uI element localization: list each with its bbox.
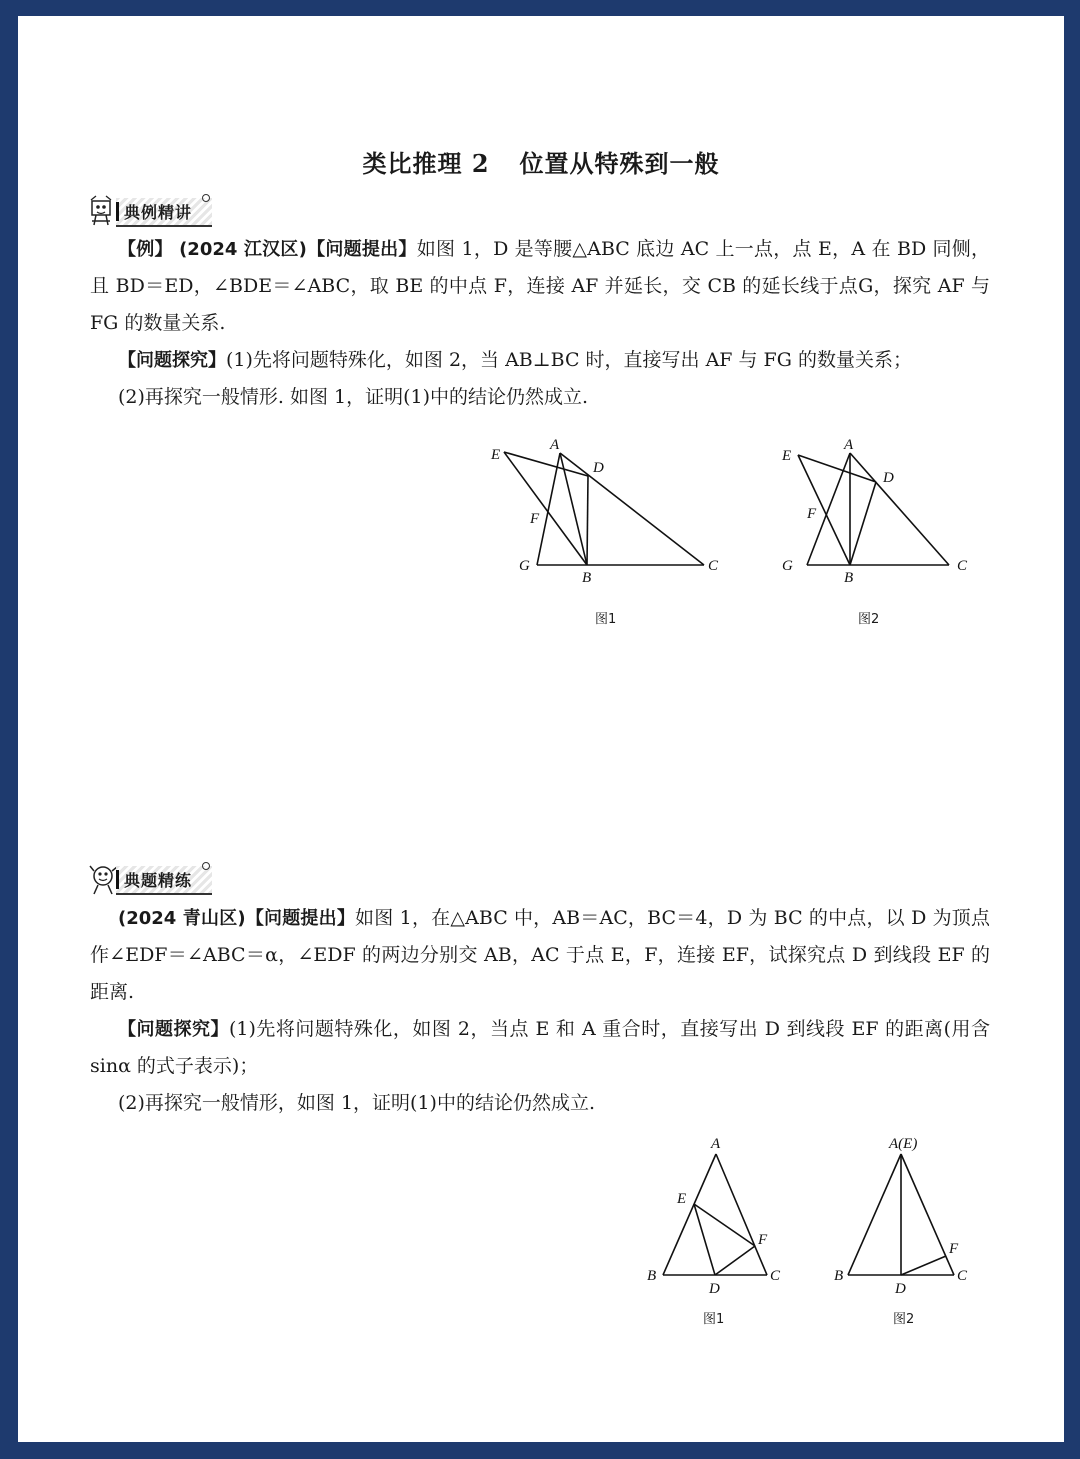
fig2-label-d: D [883,470,894,486]
practice-source: (2024 青山区) [118,908,246,929]
p1-label-b: B [647,1268,657,1284]
practice-figure-1-diagram [643,1136,813,1296]
p2-label-b: B [834,1268,844,1284]
example-label: 【例】 [118,239,173,260]
p2-label-ae: A(E) [889,1136,918,1152]
fig2-label-b: B [844,570,854,586]
example-figure-2-diagram [778,436,998,596]
explore-label: 【问题探究】 [118,350,226,371]
p2-caption: 图2 [893,1312,915,1327]
fig1-label-b: B [582,570,592,586]
fig2-label-e: E [782,448,792,464]
practice-figure-2 [833,1136,1003,1327]
fig2-label-c: C [957,558,968,574]
title-part1: 类比推理 2 [362,149,490,178]
practice-problem-label: 【问题提出】 [245,908,356,929]
fig2-label-f: F [807,506,817,522]
p2-label-c: C [957,1268,968,1284]
document-page [18,16,1064,1442]
explore-text-2: (2)再探究一般情形. 如图 1，证明(1)中的结论仍然成立. [118,386,589,408]
example-figure-1 [488,436,738,627]
practice-figure-2-diagram [833,1136,1003,1296]
p1-label-e: E [677,1191,687,1207]
section-tag-practice [88,864,212,896]
fig2-label-a: A [844,437,854,453]
section-tag-label: 典题精练 [116,866,212,895]
section-tag-label: 典例精讲 [116,198,212,227]
p1-caption: 图1 [703,1312,725,1327]
fig1-caption: 图1 [595,612,617,627]
problem-label: 【问题提出】 [306,239,417,260]
example-figure-1-diagram [488,436,738,596]
practice-explore-label: 【问题探究】 [118,1019,229,1040]
section-tag-example [88,196,212,228]
title-part2: 位置从特殊到一般 [519,149,720,178]
fig2-label-g: G [782,558,793,574]
p2-label-f: F [949,1241,959,1257]
p1-label-d: D [709,1281,720,1297]
example-source: (2024 江汉区) [179,239,307,260]
p1-label-c: C [770,1268,781,1284]
practice-explore-text-1: (1)先将问题特殊化，如图 2，当点 E 和 A 重合时，直接写出 D 到线段 EF 的距离(用含 sinα 的式子表示)； [90,1018,990,1077]
example-figure-2 [778,436,998,627]
p1-label-f: F [758,1232,768,1248]
fig1-label-a: A [550,437,560,453]
practice-problem [90,900,990,1122]
fig1-label-g: G [519,558,530,574]
page-title [18,144,1064,179]
p2-label-d: D [895,1281,906,1297]
example-problem [90,231,990,416]
practice-figure-1 [643,1136,813,1327]
fig1-label-d: D [593,460,604,476]
fig1-label-e: E [491,447,501,463]
fig1-label-c: C [708,558,719,574]
problem-text: 如图 1，D 是等腰△ABC 底边 AC 上一点，点 E，A 在 BD 同侧，且 BD＝ED，∠BDE＝∠ABC，取 BE 的中点 F，连接 AF 并延长，交 CB 的延长线于点G，探究 AF 与 FG 的数量关系. [90,238,990,334]
fig1-label-f: F [530,511,540,527]
practice-explore-text-2: (2)再探究一般情形，如图 1，证明(1)中的结论仍然成立. [118,1092,595,1114]
p1-label-a: A [711,1136,721,1152]
fig2-caption: 图2 [858,612,880,627]
practice-problem-text: 如图 1，在△ABC 中，AB＝AC，BC＝4，D 为 BC 的中点，以 D 为顶点作∠EDF＝∠ABC＝α，∠EDF 的两边分别交 AB，AC 于点 E，F，连接 EF，试探究点 D 到线段 EF 的距离. [90,907,990,1003]
explore-text-1: (1)先将问题特殊化，如图 2，当 AB⊥BC 时，直接写出 AF 与 FG 的数量关系； [226,349,912,371]
